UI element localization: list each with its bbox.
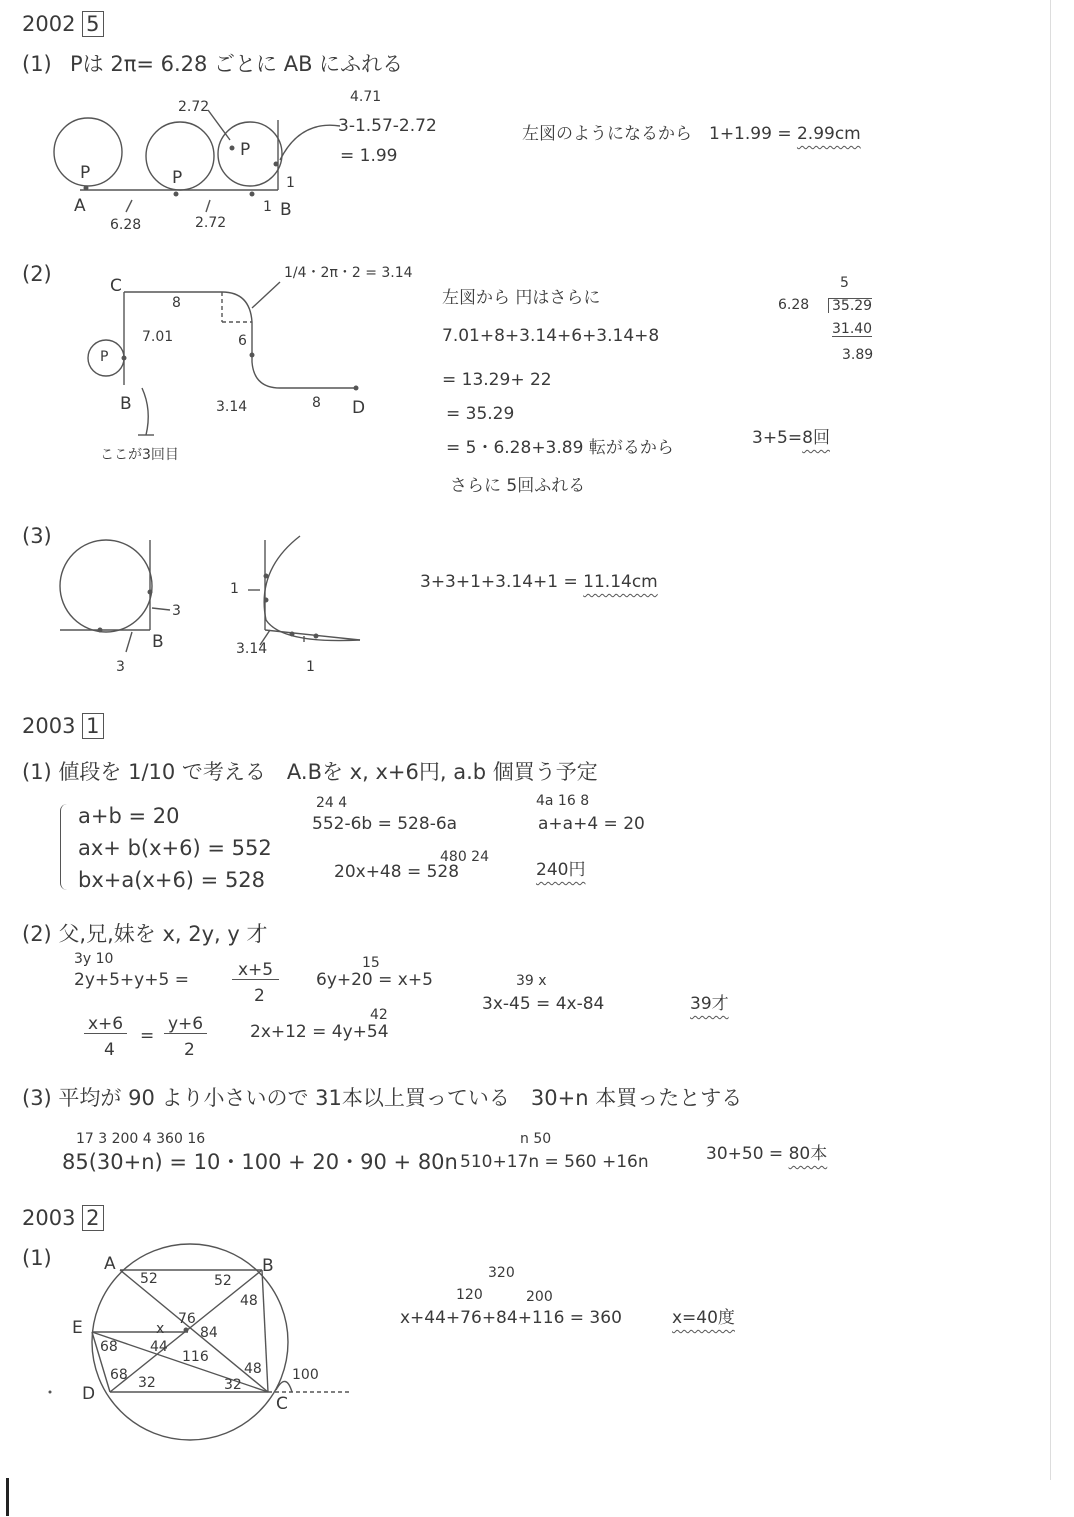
header-problem-number: 5 [82,11,103,37]
problem-2-label: (2) [22,262,52,286]
section-header-2003-2 [22,1208,104,1229]
angle-sum-equation: x+44+76+84+116 = 360 [400,1308,622,1328]
answer-8-times: 8回 [802,428,830,448]
equation-2: ax+ b(x+6) = 552 [78,836,272,860]
problem-2003-1-2-statement: (2) 父,兄,妹を x, 2y, y 才 [22,922,268,946]
work-1-top: 24 4 [316,795,348,811]
div-divisor: 6.28 [778,297,810,313]
calc-line-2: = 1.99 [340,146,398,166]
answer-80-pieces: 80本 [788,1144,828,1164]
label-B-circle: B [262,1256,274,1276]
answer-240-yen: 240円 [536,860,586,880]
label-C: C [110,276,122,296]
angle-32-a: 32 [138,1375,156,1391]
eq-2-2-numerator: x+6 [84,1016,127,1034]
eq-2-2-denominator: 4 [104,1040,115,1060]
label-A: A [74,196,86,216]
work-2: a+a+4 = 20 [538,814,645,834]
brace [60,804,67,890]
label-D-circle: D [82,1384,96,1404]
section-header-2003-1 [22,716,104,737]
path-diagram [80,260,380,450]
segment-1-right: 1 [286,175,295,191]
angle-116: 116 [182,1349,209,1365]
eq-2-2-right-numerator: y+6 [164,1016,207,1034]
work-line-2: 7.01+8+3.14+6+3.14+8 [442,326,660,346]
top-320: 320 [488,1265,515,1281]
angle-x: x [156,1321,165,1337]
work-1: 552-6b = 528-6a [312,814,458,834]
answer-2-99cm: 2.99cm [796,124,861,144]
here-note: ここが3回目 [100,447,179,463]
div-dividend: 35.29 [828,298,872,313]
angle-48-b: 48 [244,1361,262,1377]
angle-52-a: 52 [140,1271,158,1287]
header-year: 2002 [22,12,76,36]
angle-44: 44 [150,1339,168,1355]
scan-mark [6,1478,9,1516]
header-problem-number: 1 [82,713,103,739]
label-B-3: B [152,632,164,652]
segment-8-top: 8 [172,295,181,311]
angle-100: 100 [292,1367,319,1383]
label-D: D [352,398,366,418]
label-E-circle: E [72,1318,83,1338]
eq-2-2-equals: = [140,1026,155,1046]
segment-8-bottom: 8 [312,395,321,411]
work-2-2-top: 42 [370,1007,388,1023]
work-line-4: = 35.29 [446,404,515,424]
answer-3-2003 [706,1146,827,1163]
angle-52-b: 52 [214,1273,232,1289]
work-3-top: 480 24 [440,849,489,865]
header-year: 2003 [22,1206,76,1230]
section-header-2002 [22,14,104,35]
answer-prefix: 3+5= [752,428,803,448]
problem-2003-1-3-statement: (3) 平均が 90 より小さいので 31本以上買っている 30+n 本買ったとする [22,1086,743,1110]
segment-6: 6 [238,333,247,349]
answer-2-line [752,430,830,447]
work-line-1: 左図から 円はさらに [442,288,601,308]
answer-39-years: 39才 [690,994,729,1014]
eq-3: 85(30+n) = 10・100 + 20・90 + 80n [62,1150,458,1174]
work-2-3-top: 39 x [516,973,547,989]
problem-2003-1-1-statement: (1) 値段を 1/10 で考える A.Bを x, x+6円, a.b 個買う予定 [22,760,598,784]
angle-48-a: 48 [240,1293,258,1309]
conclusion-1 [522,126,861,143]
eq-2-1-numerator: x+5 [232,962,279,980]
top-200: 200 [526,1289,553,1305]
note-2-72: 2.72 [178,99,210,115]
angle-76: 76 [178,1311,196,1327]
angle-84: 84 [200,1325,218,1341]
label-P-1: P [80,163,91,183]
answer-3-line [420,574,658,591]
work-2-top: 4a 16 8 [536,793,590,809]
eq-3-top: 17 3 200 4 360 16 [76,1131,206,1147]
work-3: 20x+48 = 528 [334,862,460,882]
label-B: B [280,200,292,220]
div-quotient: 5 [840,275,849,291]
num-3-b: 3 [116,659,125,675]
label-P-3: P [240,140,251,160]
problem-1-label: (1) [22,52,52,76]
work-2-1-top: 15 [362,955,380,971]
scan-edge [1050,0,1051,1480]
header-problem-number: 2 [82,1205,103,1231]
problem-3-label: (3) [22,524,52,548]
note-4-71: 4.71 [350,89,382,105]
segment-6-28: 6.28 [110,217,142,233]
calc-line-1: 3-1.57-2.72 [338,116,437,136]
label-C-circle: C [276,1394,288,1414]
work-line-3: = 13.29+ 22 [442,370,552,390]
calc-3: 3+3+1+3.14+1 = [420,572,584,592]
label-P-circle: P [100,349,109,365]
eq-2-2-right-denominator: 2 [184,1040,195,1060]
header-year: 2003 [22,714,76,738]
equation-3: bx+a(x+6) = 528 [78,868,266,892]
segment-3-14: 3.14 [216,399,248,415]
corner-diagrams [60,530,370,670]
equation-1: a+b = 20 [78,804,180,828]
num-1-a: 1 [230,581,239,597]
angle-68-b: 68 [110,1367,128,1383]
work-line-5: = 5・6.28+3.89 転がるから [446,438,674,458]
num-3-a: 3 [172,603,181,619]
segment-7-01: 7.01 [142,329,174,345]
eq-2-1-top: 3y 10 [74,951,114,967]
problem-2003-2-1-label: (1) [22,1246,52,1270]
answer-prefix: 30+50 = [706,1144,789,1164]
div-subtract: 31.40 [832,321,873,337]
label-A-circle: A [104,1254,116,1274]
eq-2-1-denominator: 2 [254,986,265,1006]
segment-1-bottom: 1 [263,199,272,215]
num-1-b: 1 [306,659,315,675]
work-line-6: さらに 5回ふれる [450,476,586,496]
work-3-top: n 50 [520,1131,552,1147]
num-3-14: 3.14 [236,641,268,657]
angle-68-a: 68 [100,1339,118,1355]
conclusion-text: 左図のようになるから 1+1.99 = [522,124,797,144]
arc-note: 1/4・2π・2 = 3.14 [284,265,413,281]
circle-inscribed-diagram [40,1240,370,1450]
work-2-3: 3x-45 = 4x-84 [482,994,605,1014]
answer-x-40: x=40度 [672,1308,735,1328]
segment-2-72: 2.72 [195,215,227,231]
eq-2-1-left: 2y+5+y+5 = [74,970,189,990]
label-B-2: B [120,394,132,414]
work-3-line: 510+17n = 560 +16n [460,1152,649,1172]
problem-1-statement: Pは 2π= 6.28 ごとに AB にふれる [70,52,404,76]
work-2-1: 6y+20 = x+5 [316,970,433,990]
answer-11-14cm: 11.14cm [583,572,658,592]
work-2-2: 2x+12 = 4y+54 [250,1022,389,1042]
label-P-2: P [172,168,183,188]
div-remainder: 3.89 [842,347,874,363]
top-120: 120 [456,1287,483,1303]
angle-32-b: 32 [224,1377,242,1393]
